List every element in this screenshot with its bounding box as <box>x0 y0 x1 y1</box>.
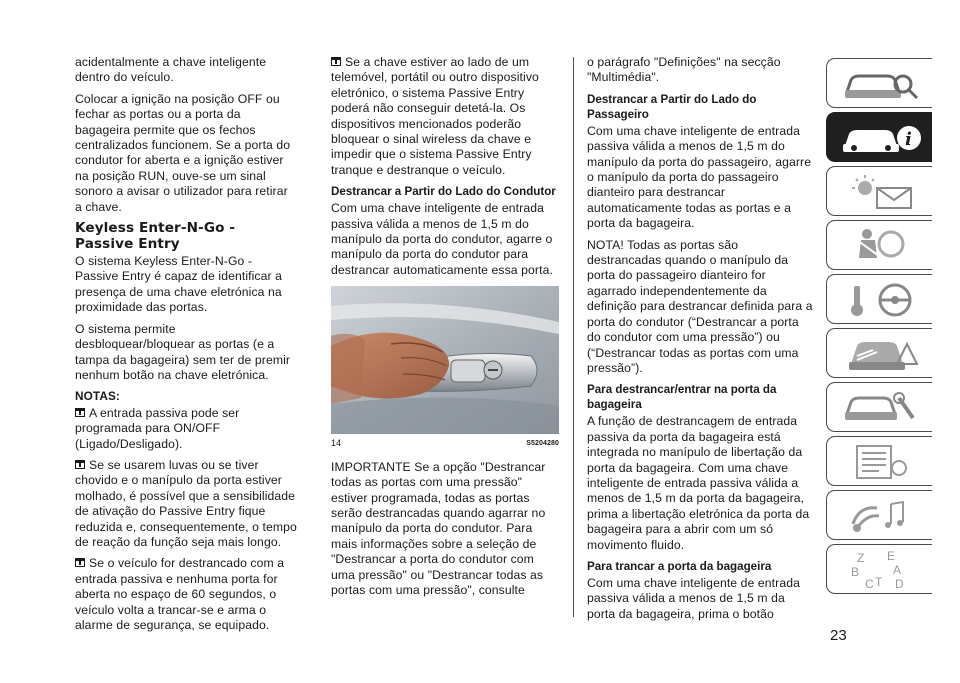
index-letter: Z <box>857 551 865 565</box>
steering-wheel-key-icon <box>837 280 927 320</box>
tab-servicing-maintenance[interactable] <box>826 382 932 432</box>
car-service-wrench-icon <box>837 388 927 428</box>
paragraph: Colocar a ignição na posição OFF ou fechar as portas ou a porta da bagageira permite que os fechos centralizados funcionem. Se a porta do condutor for aberta e a ignição estiver na posição RUN, ouve-se um sinal sonoro a avisar o utilizador para retirar a chave. <box>75 91 291 214</box>
section-heading: Para destrancar/entrar na porta da bagageira <box>587 383 777 412</box>
door-handle-photo <box>331 286 559 434</box>
index-letter: C <box>865 577 874 590</box>
paragraph: A função de destrancagem de entrada passiva da porta da bagageira está integrada no manípulo de libertação da porta da bagageira. Com uma chave inteligente de entrada passiva válida a menos de 1,5 m da porta da bagageira, prima a libertação eletrónica da porta da bagageira para a abrir com um só movimento fluido. <box>587 414 810 552</box>
tab-safety[interactable] <box>826 220 932 270</box>
note-bullet-icon <box>331 57 341 66</box>
car-search-icon <box>837 64 927 104</box>
index-letter: A <box>893 563 902 577</box>
note-bullet-icon <box>75 558 85 567</box>
note-item: Se o veículo for destrancado com a entrada passiva e nenhuma porta for aberta no espaço de 60 segundos, o veículo volta a trancar-se e arma o alarme de segurança, se equipado. <box>75 556 285 632</box>
paragraph: Com uma chave inteligente de entrada passiva válida a menos de 1,5 m da porta da bagageira, prima o botão <box>587 575 800 621</box>
figure-code: S5204280 <box>526 440 559 448</box>
warning-lights-mail-icon <box>837 172 927 212</box>
airbag-seatbelt-icon <box>837 226 927 266</box>
section-heading: Destrancar a Partir do Lado do Passageiro <box>587 92 757 121</box>
tab-technical-specifications[interactable] <box>826 436 932 486</box>
car-info-icon <box>837 118 927 158</box>
paragraph: IMPORTANTE Se a opção "Destrancar todas as portas com uma pressão" estiver programada, todas as portas serão destrancadas quando agarrar no manípulo da porta do condutor. Para mais informações sobre a seleção de "Destrancar a porta do condutor com uma pressão" ou "Destrancar todas as portas com uma pressão", consulte <box>331 459 546 597</box>
column-divider <box>573 57 574 617</box>
svg-text:i: i <box>905 129 912 150</box>
tab-multimedia[interactable] <box>826 490 932 540</box>
paragraph: O sistema Keyless Enter-N-Go - Passive Entry é capaz de identificar a presença de uma chave eletrónica na proximidade das portas. <box>75 254 283 315</box>
paragraph: Com uma chave inteligente de entrada passiva válida a menos de 1,5 m do manípulo da porta do passageiro, agarre o manípulo da porta do passageiro dianteiro para destrancar automaticamente todas as portas e a porta da bagageira. <box>587 123 812 231</box>
index-letter: T <box>875 575 883 589</box>
multimedia-music-icon <box>837 496 927 536</box>
index-letter: E <box>887 550 896 563</box>
text-column-left <box>75 55 297 639</box>
figure-caption <box>331 436 559 451</box>
note-item: Se se usarem luvas ou se tiver chovido e o manípulo da porta estiver molhado, é possível que a sensibilidade de ativação do Passive Entry fique reduzida e, consequentemente, o tempo de reação da função seja mais longo. <box>75 457 297 549</box>
paragraph: NOTA! Todas as portas são destrancadas quando o manípulo da porta do passageiro dianteiro for agarrado independentemente da definição para destrancar definida para a porta do condutor (“Destrancar a porta do condutor com uma pressão”) ou (“Destrancar todas as portas com uma pressão”). <box>587 237 813 375</box>
paragraph: O sistema permite desbloquear/bloquear as portas (e a tampa da bagageira) sem ter de premir nenhum botão na chave eletrónica. <box>75 321 291 382</box>
tab-index[interactable] <box>826 544 932 594</box>
notes-heading: NOTAS: <box>75 389 120 404</box>
text-column-middle <box>331 55 559 604</box>
section-heading: Keyless Enter-N-Go - Passive Entry <box>75 220 236 252</box>
chapter-tabs <box>826 58 934 598</box>
section-heading: Destrancar a Partir do Lado do Condutor <box>331 185 556 199</box>
tab-warning-lights[interactable] <box>826 166 932 216</box>
note-bullet-icon <box>75 460 85 469</box>
index-letter: D <box>895 577 904 590</box>
technical-specs-list-icon <box>837 442 927 482</box>
note-item: A entrada passiva pode ser programada para ON/OFF (Ligado/Desligado). <box>75 405 240 451</box>
page-number: 23 <box>830 627 847 644</box>
paragraph: acidentalmente a chave inteligente dentro do veículo. <box>75 55 267 85</box>
note-item: Se a chave estiver ao lado de um telemóvel, portátil ou outro dispositivo eletrónico, o sistema Passive Entry poderá não conseguir detetá-la. Os dispositivos mencionados poderão bloquear o sinal wireless da chave e impedir que o sistema Passive Entry tranque e destranque o veículo. <box>331 55 539 177</box>
car-breakdown-icon <box>837 334 927 374</box>
paragraph: Com uma chave inteligente de entrada passiva válida a menos de 1,5 m do manípulo da porta do condutor, agarre o manípulo da porta do condutor para destrancar automaticamente essa porta. <box>331 201 553 277</box>
section-heading: Para trancar a porta da bagageira <box>587 559 772 573</box>
text-column-right <box>587 55 815 628</box>
note-bullet-icon <box>75 408 85 417</box>
figure-number: 14 <box>331 438 342 449</box>
index-letter: B <box>851 565 860 579</box>
alphabetical-index-icon <box>837 550 927 590</box>
tab-starting-driving[interactable] <box>826 274 932 324</box>
tab-emergency[interactable] <box>826 328 932 378</box>
tab-knowing-vehicle-active[interactable] <box>826 112 932 162</box>
paragraph: o parágrafo "Definições" na secção "Multimédia". <box>587 55 781 85</box>
tab-getting-to-know-vehicle[interactable] <box>826 58 932 108</box>
